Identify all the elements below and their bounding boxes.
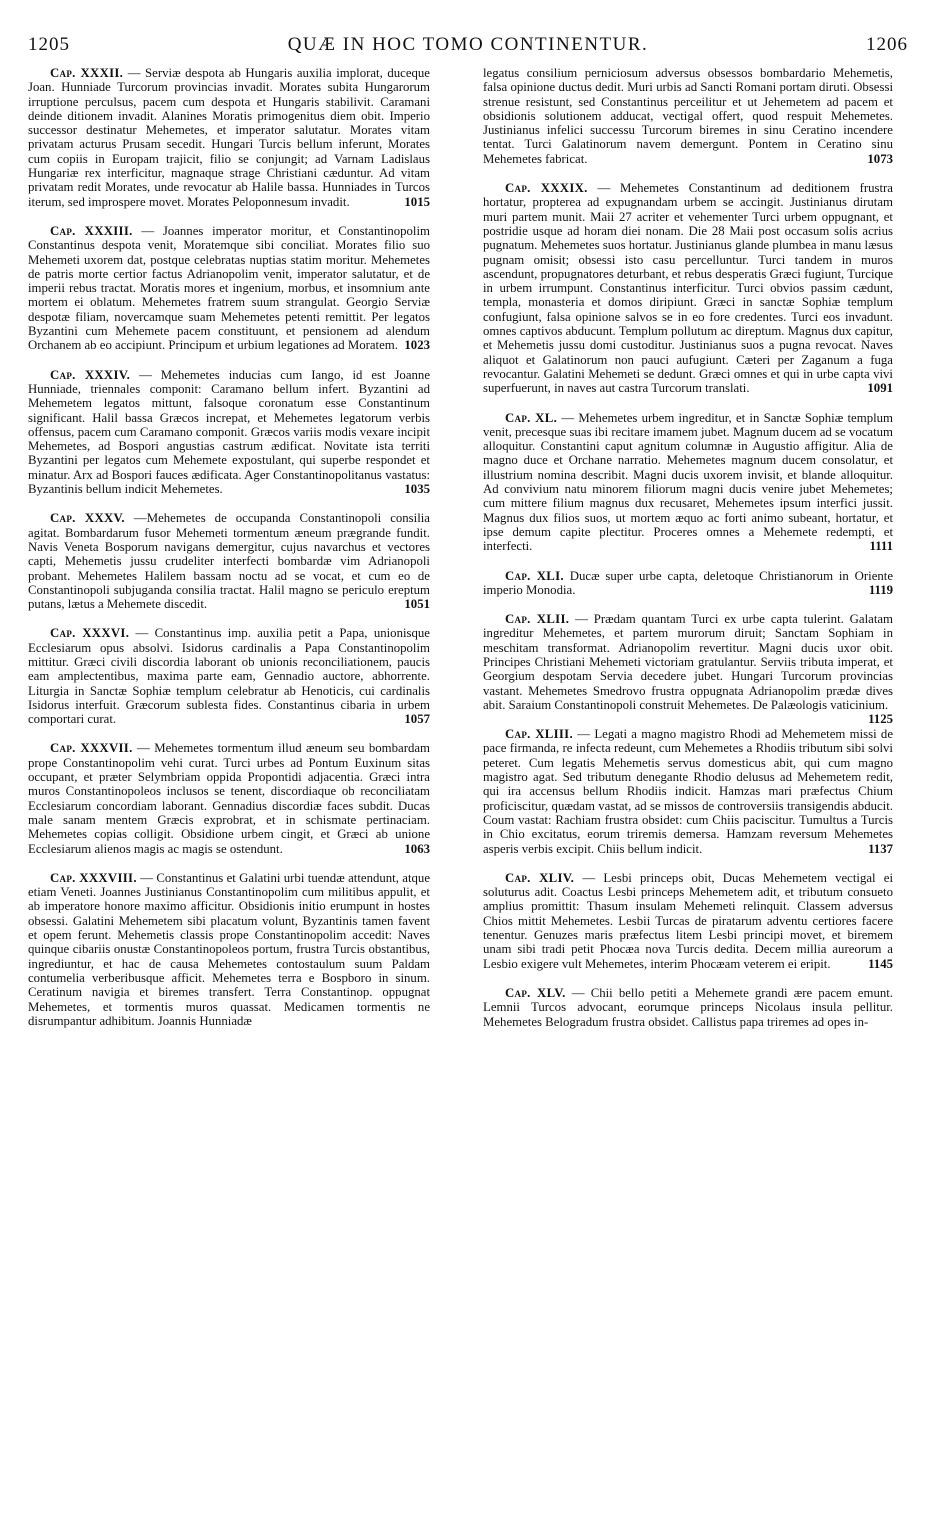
page-reference: 1145	[868, 956, 893, 971]
chapter-summary: — Joannes imperator moritur, et Constantinopolim Constantinus despota venit, Moratemque sibi conciliat. Morates filio suo Mehemeti uxorem dat, postque celebratas nuptias statim moritur. Mehemetes de patris morte certior factus Adrianopolim venit, imperator salutatur, et de imperii rebus tractat. Moratis mores et ingenium, morbus, et insomnium ante mortem ei oblatum. Mehemetes fratrem suum strangulat. Georgio Serviæ despotæ filiam, novercamque suam Mehemetes petenti remittit. Per legatos Byzantini cum Mehemete pacem constituunt, et pensionem ad alendum Orchanem ab eo accipiunt. Principum et urbium legationes ad Moratem.	[28, 223, 430, 353]
chapter-label: Cap. XXXVII.	[50, 741, 133, 756]
page-number-left: 1205	[28, 34, 70, 55]
page-reference: 1111	[869, 539, 893, 554]
chapter-summary: — Lesbi princeps obit, Ducas Mehemetem vectigal ei soluturus adit. Coactus Lesbi princeps Mehemetem adit, et tributum consueto amplius promittit: Thasum insulam Mehemeti relinquit. Classem adversus Chios mittit Mehemetes. Lesbii Turcas de piratarum adventu certiores facere tenentur. Genuzes maris præfectus litem Lesbi principi movet, et biremem unam sibi tradi petit Phocæa nova Turcis dedita. Decem millia aureorum a Lesbio exigere vult Mehemetes, interim Phocæam veterem ei eripit.	[483, 870, 893, 971]
chapter-label: Cap. XLV.	[505, 985, 566, 1000]
chapter-label: Cap. XXXIV.	[50, 367, 131, 382]
chapter-summary: — Chii bello petiti a Mehemete grandi ære pacem emunt. Lemnii Turcos advocant, eorumque princeps Nicolaus insula pellitur. Mehemetes Belogradum frustra obsidet. Callistus papa triremes ad opes in-	[483, 985, 893, 1029]
chapter-label: Cap. XXXIII.	[50, 223, 133, 238]
chapter-label: Cap. XXXV.	[50, 511, 125, 526]
page-reference: 1023	[404, 338, 430, 353]
chapter-entry	[483, 871, 893, 971]
chapter-entry	[28, 224, 430, 353]
chapter-entry-continued	[483, 66, 893, 166]
chapter-summary: — Mehemetes inducias cum Iango, id est Joanne Hunniade, triennales componit: Caramano bellum infert. Byzantini ad Mehemetem legatos mittunt, falsoque coronatum esse Constantinum significant. Halil bassa Græcos increpat, et Mehemetes legatorum verbis offensus, pacem cum Caramano componit. Græcos variis modis vexare incipit Mehemetes, ad Bospori angustias castrum ædificat. Novitate ista territi Byzantini per legatos cum Mehemete expostulant, qui superbe respondet et minatur. Arx ad Bospori fauces ædificata. Ager Constantinopolitanus vastatus: Byzantinis bellum indicit Mehemetes.	[28, 367, 430, 497]
chapter-summary: — Prædam quantam Turci ex urbe capta tulerint. Galatam ingreditur Mehemetes, et partem murorum diruit; Sanctam Sophiam in meschitam transformat. Adrianopolim revertitur. Magni ducis uxor obit. Principes Christiani Mehemeti victoriam gratulantur. Serviis tributa imperat, et Georgium despotam Servia decedere jubet. Hungari Turcorum provincias vastant. Mehemetes Smedrovo frustra oppugnata Adrianopolim prædæ dives abit. Saraium Constantinopoli construit Mehemetes. De Palæologis vaticinium.	[483, 612, 894, 712]
chapter-entry	[483, 411, 893, 554]
chapter-label: Cap. XXXII.	[50, 66, 124, 80]
page-reference: 1073	[867, 151, 893, 166]
chapter-entry	[28, 511, 430, 611]
chapter-entry	[28, 741, 430, 855]
page-reference: 1063	[404, 841, 430, 856]
chapter-label: Cap. XL.	[505, 410, 558, 425]
chapter-entry	[483, 986, 893, 1029]
chapter-entry	[28, 66, 430, 209]
chapter-entry	[483, 612, 894, 727]
page-header	[28, 34, 908, 60]
chapter-summary: — Constantinus et Galatini urbi tuendæ attendunt, atque etiam Veneti. Joannes Justinianus Constantinopolim cum militibus appulit, et ab imperatore honore maximo afficitur. Obsidionis initio erumpunt in hostes obsessi. Galatini Mehemetem sibi placatum volunt, Byzantinis tamen favent et opem ferunt. Mehemetis classis prope Constantinopolim accedit: Naves quinque cibariis onustæ Constantinopoleos portum, frustra Turcis obstantibus, ingrediuntur, et hac de causa Mehemetes contostaulum suum Paldam contumelia verberibusque afficit. Mehemetes terra e Bospboro in sinum. Ceratinum navigia et biremes transfert. Terra Constantinop. oppugnat Mehemetes, et tormentis muros quassat. Medicamen tormentis ne disrumpantur adhibitum. Joannis Hunniadæ	[28, 870, 430, 1028]
page-reference: 1035	[404, 482, 430, 497]
chapter-summary: — Mehemetes tormentum illud æneum seu bombardam prope Constantinopolim vehi curat. Turci urbes ad Pontum Euxinum sitas occupant, et præter Selymbriam oppida Propontidi adjacentia. Græci intra muros Constantinopoleos inclusos se tenent, discordiaque ob reconciliatam Ecclesiarum concordiam laborant. Gennadius discordiæ faces subdit. Ducas male sanam mentem Græcis exprobrat, et in schismate pertinaciam. Mehemetes copias colligit. Obsidione urbem cingit, et Græci ab unione Ecclesiarum alienos magis ac magis se ostendunt.	[28, 741, 430, 856]
chapter-summary: — Mehemetes Constantinum ad deditionem frustra hortatur, propterea ad expugnandam urbem se accingit. Justinianus dirutam muri partem munit. Maii 27 acriter et vehementer Turci urbem oppugnant, et postridie usque ad horam diei nonam. Die 28 Maii post occasum solis acrius pugnatum. Mehemetes suos hortatur. Justinianus glande plumbea in manu læsus pugnam omisit; obsessi isto casu percelluntur. Turci tandem in muros ascendunt, propugnatores deturbant, et rebus desperatis Græci fugiunt, Turcique in urbem irrumpunt. Constantinus interficitur. Turci obvios passim cædunt, templa, monasteria et domos diripiunt. Græci in sanctæ Sophiæ templum confugiunt, falsa opinione salvos se in eo fore credentes. Turci eos invadunt. omnes captivos abducunt. Templum pollutum ac direptum. Magnus dux capitur, et Mehemetis jussu domi custoditur. Justinianus suos a pugna revocat. Naves aliquot et Galatinorum non pauci aufugiunt. Cæteri per Zaganum a fuga revocantur. Galatini Mehemeti se dedunt. Græci omnes et qui in urbe capta vivi superfuerunt, in naves aut castra Turcorum translati.	[483, 181, 893, 396]
chapter-entry	[483, 569, 893, 598]
chapter-entry	[28, 871, 430, 1028]
chapter-summary: legatus consilium perniciosum adversus obsessos bombardario Mehemetis, falsa opinione ductus dedit. Muri urbis ad Sancti Romani portam diruti. Obsessi strenue resistunt, sed Constantinus perceilitur et ut Jehemetem ad pacem et obsidionis solutionem adducat, vectigal offert, quod respuit Mehemetes. Justinianus infelici successu Turcorum biremes in sinu Ceratino incendere tentat. Turci Galatinorum navem demergunt. Pontem in Ceratino sinu Mehemetes fabricat.	[483, 66, 893, 166]
page-reference: 1015	[404, 194, 430, 209]
page-number-right: 1206	[866, 34, 908, 55]
chapter-entry	[483, 727, 893, 856]
chapter-entry	[483, 181, 893, 395]
chapter-entry	[28, 368, 430, 497]
chapter-label: Cap. XLIV.	[505, 870, 575, 885]
chapter-label: Cap. XLIII.	[505, 727, 573, 742]
chapter-summary: — Legati a magno magistro Rhodi ad Mehemetem missi de pace firmanda, re infecta redeunt, cum Mehemetes a Rhodiis tributum sibi solvi peteret. Cum legatis Mehemetis servus domesticus abit, qui cum magno magistro agat. Sed tributum denegante Rhodio delusus ad Mehemetem redit, qui ira accensus bellum Rhodiis indicit. Hamzas mari præfectus Chium proficiscitur, quædam vastat, ad se missos de controversiis transigendis abducit. Coum vastat: Rachiam frustra obsidet: cum Chiis paciscitur. Tumultus a Turcis in Chio excitatus, eorum triremis demersa. Hamzam reversum Mehemetes asperis verbis excipit. Chiis bellum indicit.	[483, 727, 894, 856]
chapter-summary: Ducæ super urbe capta, deletoque Christianorum in Oriente imperio Monodia.	[483, 568, 894, 597]
page-reference: 1051	[404, 597, 430, 612]
chapter-summary: — Mehemetes urbem ingreditur, et in Sanctæ Sophiæ templum venit, precesque suas ibi recitare imamem jubet. Magnum ducem ad se vocatum alloquitur. Constantini caput agnitum columnæ in Augustio affigitur. Alia de magno duce et Orchane narratio. Mehemetes magnum ducem consolatur, et illustrium nomina describit. Magni ducis uxorem invisit, et blande alloquitur. Ad convivium natu minorem filiorum magni ducis venire jubet Mehemetes; cum mittere filium magnus dux recusaret, Mehemetes ipsum interfici jussit. Magnus dux filios suos, ut mortem æquo ac forti animo subeant, hortatur, et ipse demum capite plectitur. Proceres omnes a Mehemete redempti, et interfecti.	[483, 410, 893, 554]
page-reference: 1091	[867, 381, 893, 396]
page-reference: 1125	[868, 712, 893, 727]
chapter-label: Cap. XLII.	[505, 612, 570, 627]
chapter-summary: —Mehemetes de occupanda Constantinopoli consilia agitat. Bombardarum fusor Mehemeti tormentum æneum prægrande fundit. Navis Veneta Bosporum navigans demergitur, cujus navarchus et vectores capti, Mehemetis jussu crudeliter interfecti bombardæ vim Adrianopoli probant. Mehemetes Halilem bassam noctu ad se vocat, et cum eo de Constantinopoli subjuganda consilia tractat. Halil magno se periculo ereptum putans, lætus a Mehemete discedit.	[28, 511, 430, 612]
chapter-label: Cap. XXXIX.	[505, 181, 588, 196]
page-reference: 1119	[868, 582, 893, 597]
chapter-label: Cap. XXXVIII.	[50, 870, 137, 885]
running-title: QUÆ IN HOC TOMO CONTINENTUR.	[287, 34, 649, 55]
chapter-label: Cap. XXXVI.	[50, 626, 130, 641]
left-column	[28, 66, 430, 1043]
chapter-summary: — Serviæ despota ab Hungaris auxilia implorat, duceque Joan. Hunniade Turcorum provincias invadit. Morates subita Hungarorum irruptione perculsus, pacem cum despota et Hungaris stabilivit. Caramani deinde ditionem invadit. Alanines Moratis primogenitus diem obit. Imperio successor destinatur Mehemetes, et imperator salutatur. Morates vitam privatam acturus Prusam secedit. Hungari Turcis bellum inferunt, Morates cum copiis in Europam trajicit, filio se conjungit; ad Varnam Ladislaus Hungariæ rex interficitur, magnaque strage Christiani cæduntur. Ad vitam privatam redit Morates, unde revocatur ab Halile bassa. Hunniades in Turcos iterum, sed improspere movet. Morates Peloponnesum invadit.	[28, 66, 430, 209]
right-column	[483, 66, 893, 1044]
chapter-summary: — Constantinus imp. auxilia petit a Papa, unionisque Ecclesiarum opus absolvi. Isidorus cardinalis a Papa Constantinopolim mittitur. Græci civili discordia laborant ob unionis reconciliationem, paucis eam amplectentibus, maxima parte eam, Gennadio auctore, abhorrente. Liturgia in Sanctæ Sophiæ templum celebratur ab Henoticis, cui cardinalis Isidorus interfuit. Græcorum sublesta fides. Constantinus cibaria in urbem comportari curat.	[28, 626, 430, 727]
page-reference: 1137	[868, 841, 893, 856]
chapter-entry	[28, 626, 430, 726]
chapter-label: Cap. XLI.	[505, 568, 564, 583]
page-reference: 1057	[404, 712, 430, 727]
